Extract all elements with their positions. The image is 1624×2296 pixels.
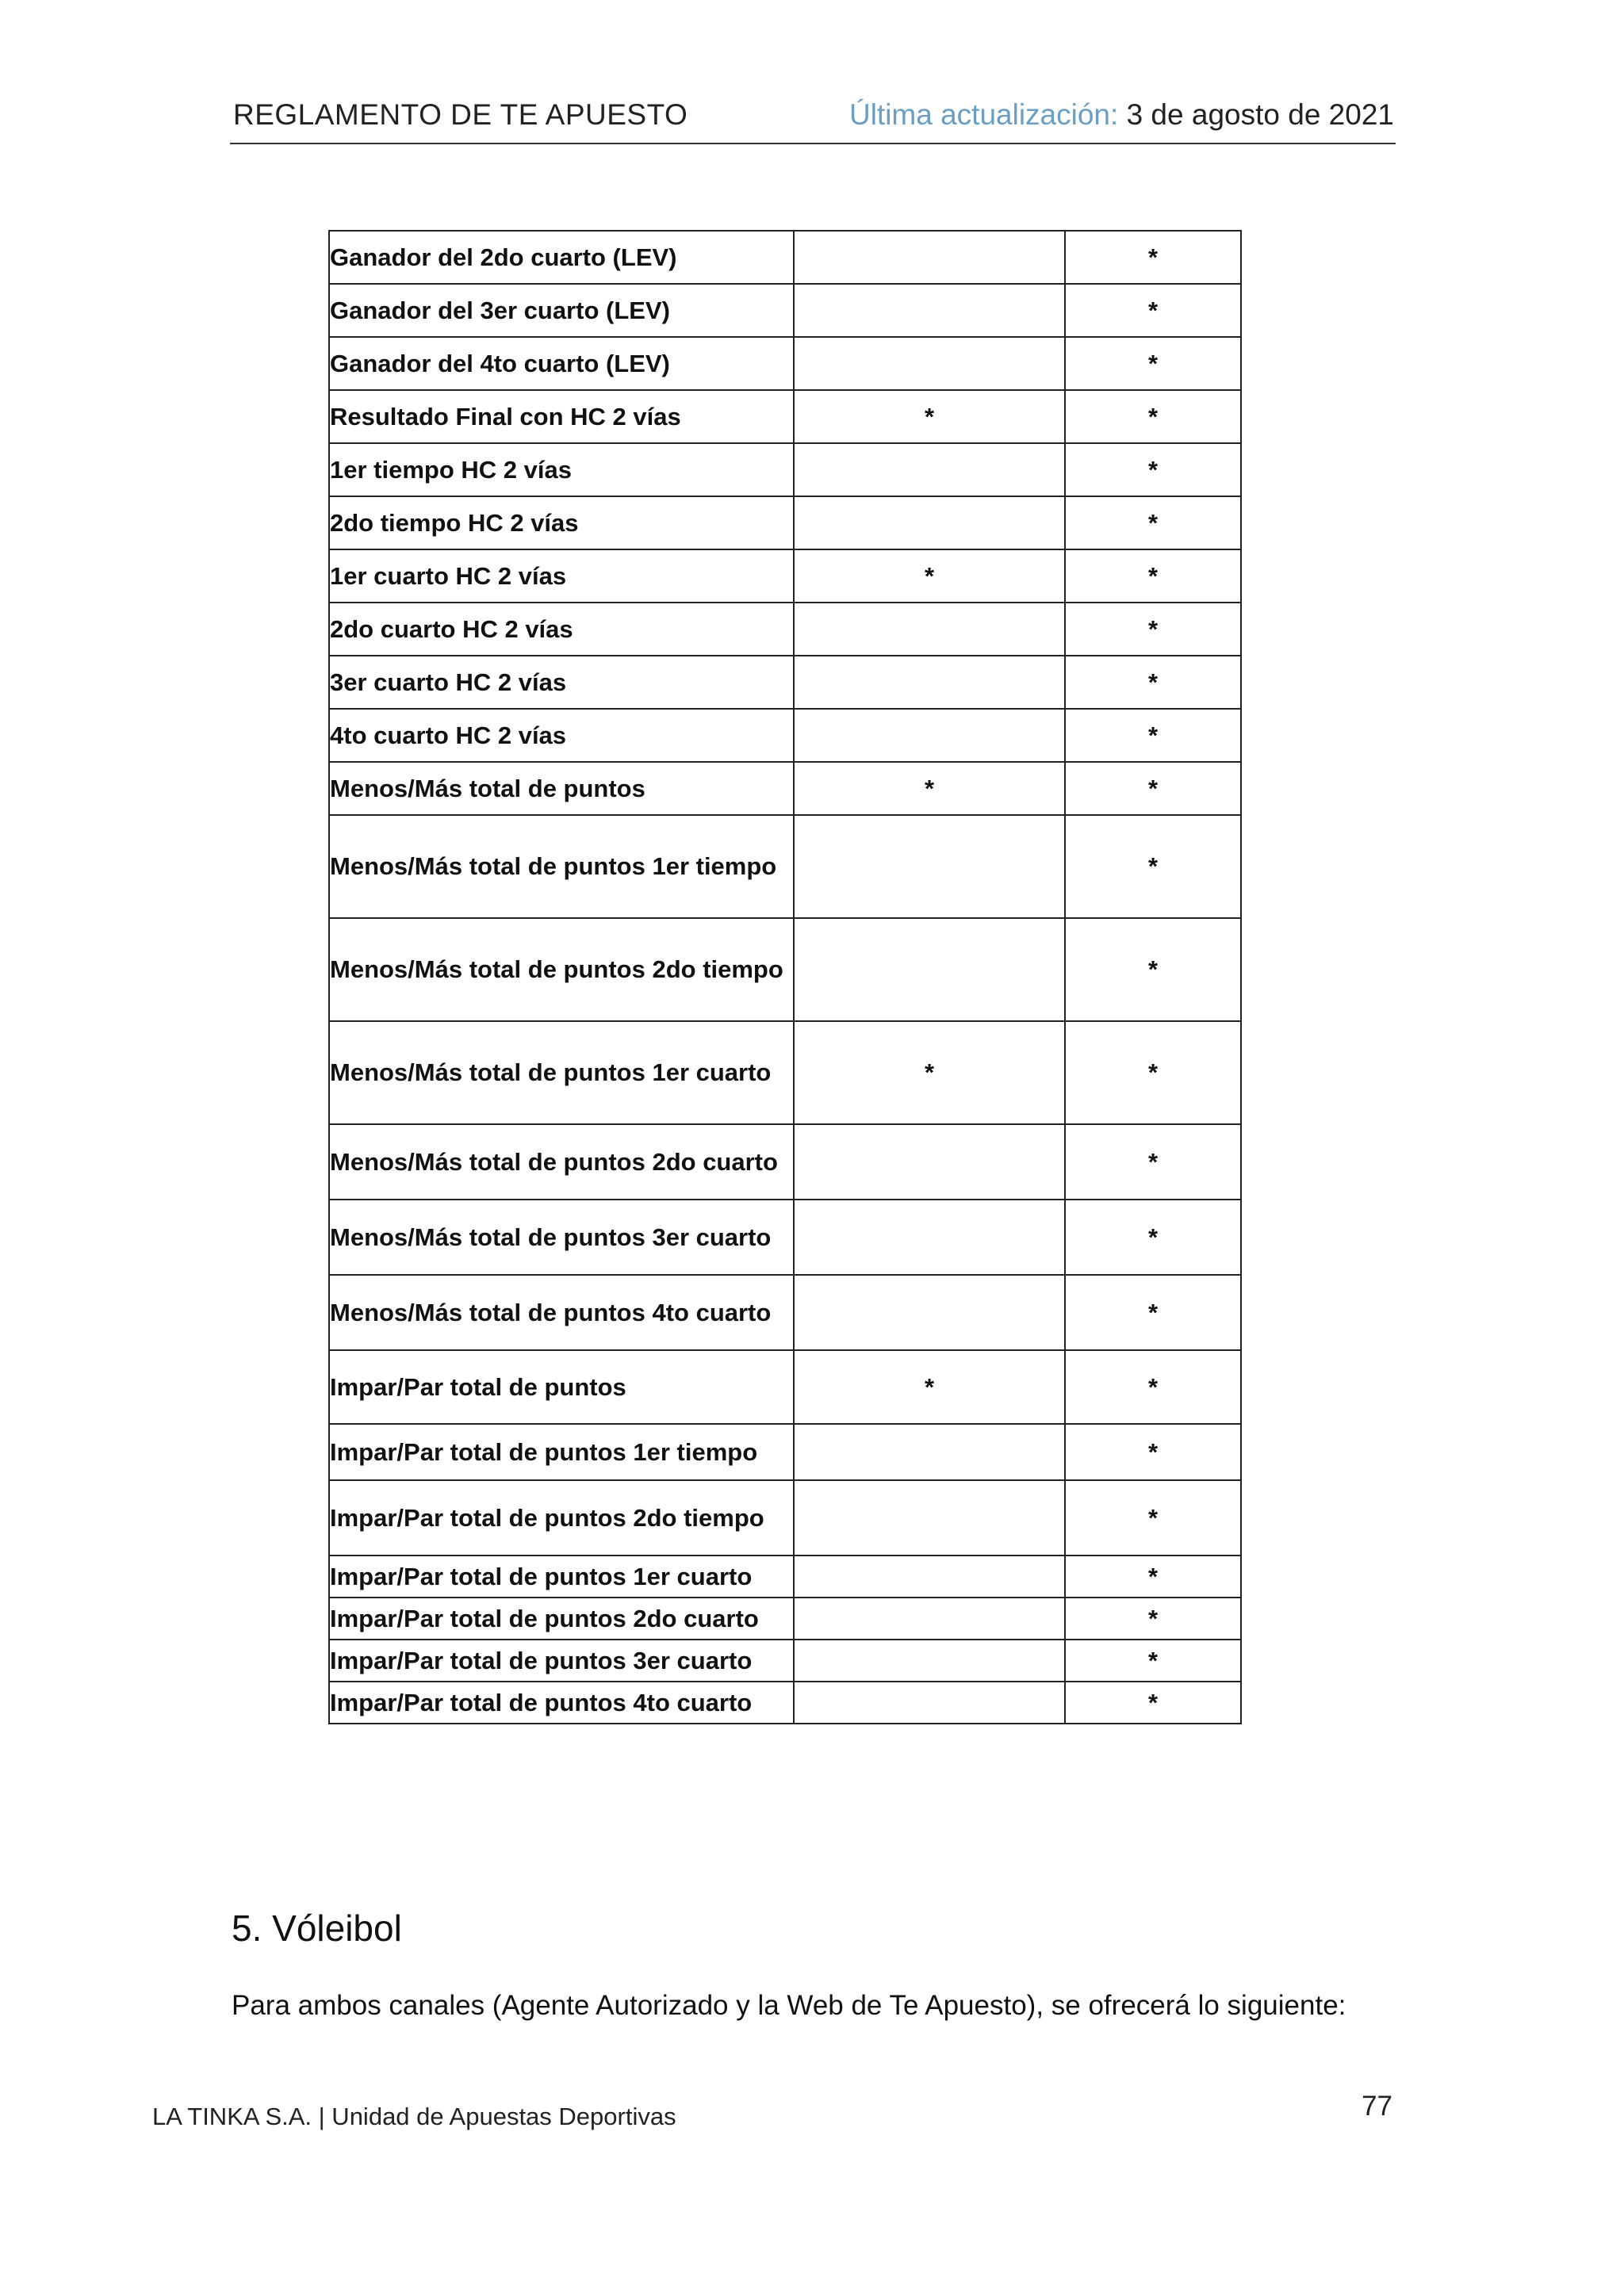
mark-col3: * — [1065, 603, 1241, 656]
table-row — [329, 1200, 1241, 1275]
market-name: 1er cuarto HC 2 vías — [329, 549, 794, 603]
mark-col3: * — [1065, 1275, 1241, 1350]
table-row — [329, 815, 1241, 918]
mark-col2 — [794, 1200, 1065, 1275]
mark-col2 — [794, 656, 1065, 709]
market-name: 4to cuarto HC 2 vías — [329, 709, 794, 762]
mark-col3: * — [1065, 1350, 1241, 1424]
markets-table — [328, 230, 1242, 1724]
table-row — [329, 762, 1241, 815]
mark-col3: * — [1065, 918, 1241, 1021]
market-name: Ganador del 3er cuarto (LEV) — [329, 284, 794, 337]
market-name: Ganador del 2do cuarto (LEV) — [329, 231, 794, 284]
document-title: REGLAMENTO DE TE APUESTO — [233, 98, 688, 131]
mark-col2: * — [794, 390, 1065, 443]
table-row — [329, 1640, 1241, 1682]
mark-col2 — [794, 815, 1065, 918]
mark-col2 — [794, 496, 1065, 549]
mark-col2 — [794, 603, 1065, 656]
mark-col2 — [794, 1424, 1065, 1480]
market-name: Ganador del 4to cuarto (LEV) — [329, 337, 794, 390]
table-row — [329, 1350, 1241, 1424]
mark-col3: * — [1065, 1200, 1241, 1275]
mark-col3: * — [1065, 1424, 1241, 1480]
mark-col2 — [794, 1682, 1065, 1724]
mark-col3: * — [1065, 1480, 1241, 1556]
mark-col3: * — [1065, 1556, 1241, 1598]
mark-col3: * — [1065, 231, 1241, 284]
section-intro-text: Para ambos canales (Agente Autorizado y la Web de Te Apuesto), se ofrecerá lo siguiente: — [232, 1990, 1346, 2021]
market-name: 2do tiempo HC 2 vías — [329, 496, 794, 549]
mark-col2 — [794, 443, 1065, 496]
mark-col3: * — [1065, 1682, 1241, 1724]
last-update-label: Última actualización: — [848, 98, 1119, 131]
mark-col3: * — [1065, 549, 1241, 603]
mark-col2 — [794, 1124, 1065, 1200]
mark-col2 — [794, 1640, 1065, 1682]
footer-company: LA TINKA S.A. | Unidad de Apuestas Deportivas — [152, 2103, 676, 2130]
market-name: Menos/Más total de puntos 2do tiempo — [329, 918, 794, 1021]
table-row — [329, 656, 1241, 709]
page-number: 77 — [1362, 2091, 1392, 2122]
market-name: Menos/Más total de puntos 1er tiempo — [329, 815, 794, 918]
mark-col2 — [794, 337, 1065, 390]
table-row — [329, 284, 1241, 337]
mark-col2 — [794, 231, 1065, 284]
mark-col3: * — [1065, 390, 1241, 443]
market-name: 2do cuarto HC 2 vías — [329, 603, 794, 656]
table-row — [329, 1424, 1241, 1480]
mark-col2 — [794, 284, 1065, 337]
market-name: Menos/Más total de puntos 2do cuarto — [329, 1124, 794, 1200]
mark-col2: * — [794, 762, 1065, 815]
mark-col2 — [794, 1480, 1065, 1556]
mark-col2 — [794, 918, 1065, 1021]
table-row — [329, 337, 1241, 390]
mark-col2: * — [794, 1350, 1065, 1424]
mark-col2 — [794, 1598, 1065, 1640]
table-row — [329, 390, 1241, 443]
mark-col2 — [794, 1275, 1065, 1350]
mark-col3: * — [1065, 656, 1241, 709]
market-name: Menos/Más total de puntos 3er cuarto — [329, 1200, 794, 1275]
table-row — [329, 496, 1241, 549]
market-name: Menos/Más total de puntos 1er cuarto — [329, 1021, 794, 1124]
mark-col2: * — [794, 549, 1065, 603]
market-name: Impar/Par total de puntos 1er tiempo — [329, 1424, 794, 1480]
mark-col3: * — [1065, 1021, 1241, 1124]
table-row — [329, 1124, 1241, 1200]
page-header — [230, 94, 1396, 144]
market-name: Menos/Más total de puntos — [329, 762, 794, 815]
table-row — [329, 1682, 1241, 1724]
table-row — [329, 1021, 1241, 1124]
mark-col2: * — [794, 1021, 1065, 1124]
mark-col3: * — [1065, 762, 1241, 815]
table-row — [329, 603, 1241, 656]
section-heading: 5. Vóleibol — [232, 1908, 402, 1949]
mark-col3: * — [1065, 1124, 1241, 1200]
market-name: Impar/Par total de puntos 3er cuarto — [329, 1640, 794, 1682]
mark-col2 — [794, 709, 1065, 762]
market-name: Impar/Par total de puntos — [329, 1350, 794, 1424]
mark-col3: * — [1065, 815, 1241, 918]
market-name: Resultado Final con HC 2 vías — [329, 390, 794, 443]
mark-col3: * — [1065, 1640, 1241, 1682]
mark-col3: * — [1065, 284, 1241, 337]
table-row — [329, 918, 1241, 1021]
table-row — [329, 1556, 1241, 1598]
mark-col3: * — [1065, 709, 1241, 762]
last-update — [849, 98, 1394, 132]
market-name: 3er cuarto HC 2 vías — [329, 656, 794, 709]
market-name: Menos/Más total de puntos 4to cuarto — [329, 1275, 794, 1350]
table-row — [329, 1598, 1241, 1640]
last-update-date: 3 de agosto de 2021 — [1126, 98, 1394, 131]
market-name: Impar/Par total de puntos 4to cuarto — [329, 1682, 794, 1724]
market-name: Impar/Par total de puntos 1er cuarto — [329, 1556, 794, 1598]
table-row — [329, 549, 1241, 603]
market-name: 1er tiempo HC 2 vías — [329, 443, 794, 496]
mark-col2 — [794, 1556, 1065, 1598]
table-row — [329, 1275, 1241, 1350]
table-row — [329, 443, 1241, 496]
mark-col3: * — [1065, 496, 1241, 549]
table-row — [329, 1480, 1241, 1556]
market-name: Impar/Par total de puntos 2do tiempo — [329, 1480, 794, 1556]
mark-col3: * — [1065, 1598, 1241, 1640]
table-row — [329, 709, 1241, 762]
table-row — [329, 231, 1241, 284]
market-name: Impar/Par total de puntos 2do cuarto — [329, 1598, 794, 1640]
mark-col3: * — [1065, 337, 1241, 390]
mark-col3: * — [1065, 443, 1241, 496]
